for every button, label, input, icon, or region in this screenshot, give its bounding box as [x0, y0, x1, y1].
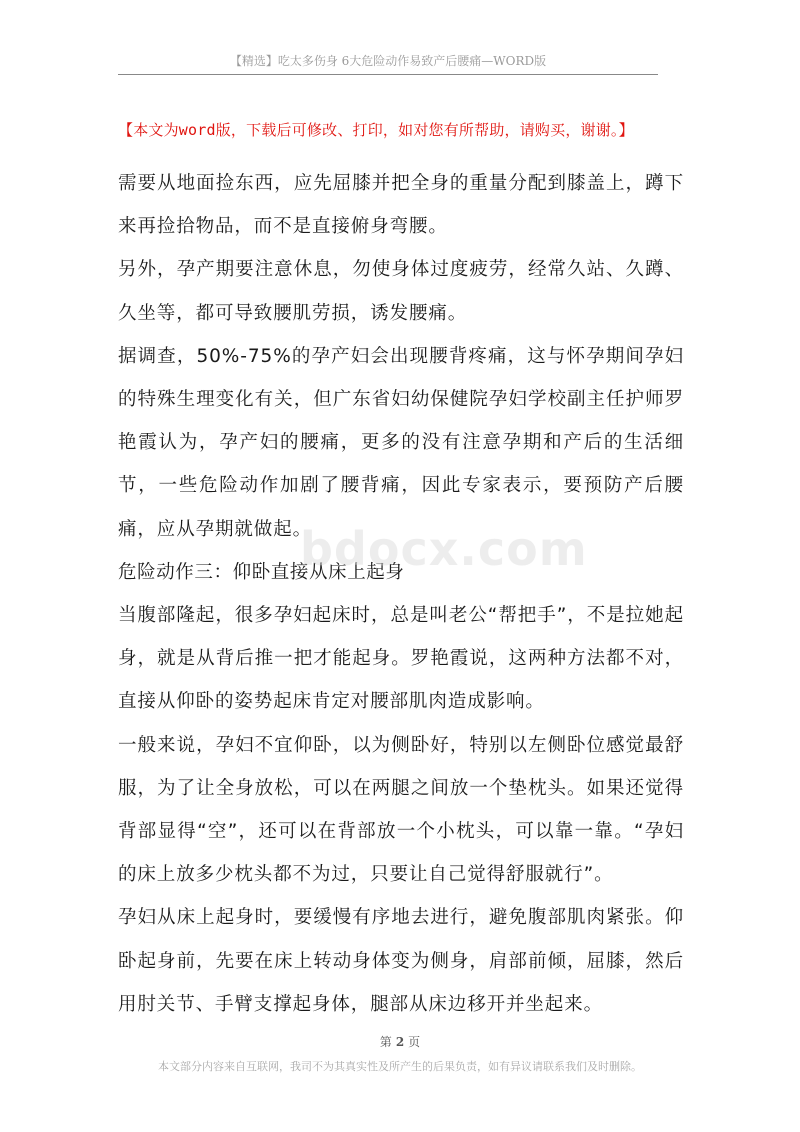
- section-heading: 危险动作三：仰卧直接从床上起身: [118, 561, 405, 583]
- paragraph: 一般来说，孕妇不宜仰卧，以为侧卧好，特别以左侧卧位感觉最舒服，为了让全身放松，可以在两腿之间放一个垫枕头。如果还觉得背部显得“空”，还可以在背部放一个小枕头，可以靠一靠。“孕妇的床上放多少枕头都不为过，只要让自己觉得舒服就行”。: [118, 734, 684, 886]
- paragraph: 另外，孕产期要注意休息，勿使身体过度疲劳，经常久站、久蹲、久坐等，都可导致腰肌劳损，诱发腰痛。: [118, 259, 684, 324]
- document-header-title: 【精选】吃太多伤身 6大危险动作易致产后腰痛—WORD版: [229, 54, 547, 68]
- page-number: [0, 1033, 800, 1051]
- page-suffix: 页: [408, 1035, 421, 1049]
- page-prefix: 第: [379, 1035, 392, 1049]
- watermark: bdocx.com: [300, 522, 588, 576]
- page-number-value: 2: [395, 1035, 405, 1049]
- paragraph: 当腹部隆起，很多孕妇起床时，总是叫老公“帮把手”，不是拉她起身，就是从背后推一把才能起身。罗艳霞说，这两种方法都不对，直接从仰卧的姿势起床肯定对腰部肌肉造成影响。: [118, 605, 684, 713]
- paragraph: 孕妇从床上起身时，要缓慢有序地去进行，避免腹部肌肉紧张。仰卧起身前，先要在床上转动身体变为侧身，肩部前倾，屈膝，然后用肘关节、手臂支撑起身体，腿部从床边移开并坐起来。: [118, 907, 684, 1015]
- download-notice: 【本文为word版，下载后可修改、打印，如对您有所帮助，请购买，谢谢。】: [118, 121, 634, 139]
- header-divider: [118, 74, 658, 75]
- paragraph: 需要从地面捡东西，应先屈膝并把全身的重量分配到膝盖上，蹲下来再捡拾物品，而不是直接俯身弯腰。: [118, 173, 684, 238]
- document-body: [118, 162, 684, 1026]
- footer-disclaimer: 本文部分内容来自互联网，我司不为其真实性及所产生的后果负责，如有异议请联系我们及时删除。: [158, 1060, 642, 1073]
- paragraph: 据调查，50%-75%的孕产妇会出现腰背疼痛，这与怀孕期间孕妇的特殊生理变化有关，但广东省妇幼保健院孕妇学校副主任护师罗艳霞认为，孕产妇的腰痛，更多的没有注意孕期和产后的生活细节，一些危险动作加剧了腰背痛，因此专家表示，要预防产后腰痛，应从孕期就做起。: [118, 345, 684, 540]
